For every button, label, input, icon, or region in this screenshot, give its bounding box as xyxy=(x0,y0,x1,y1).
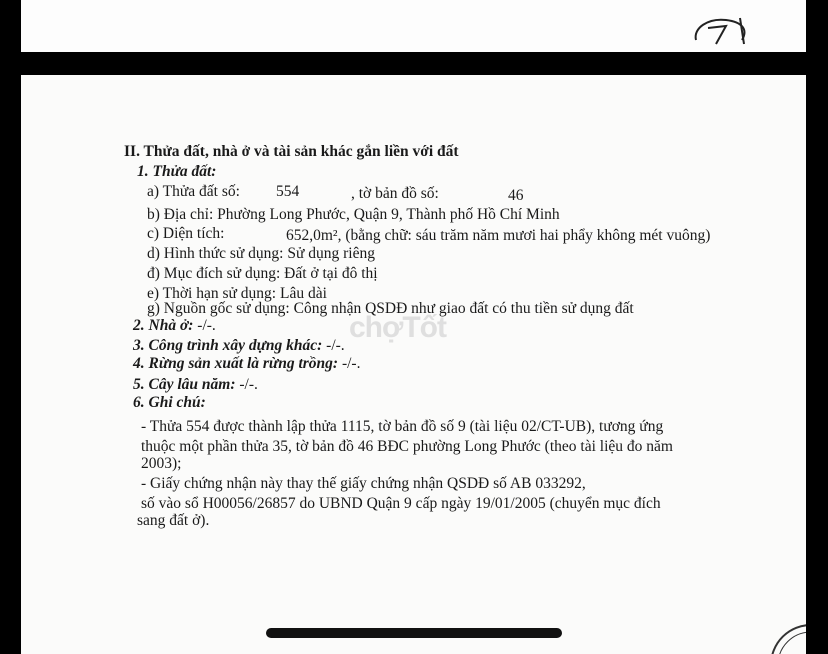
home-indicator[interactable] xyxy=(266,628,562,638)
note-line: số vào sổ H00056/26857 do UBND Quận 9 cấp ngày 19/01/2005 (chuyển mục đích xyxy=(141,495,661,512)
forest-label: 4. Rừng sản xuất là rừng trồng: xyxy=(133,355,339,372)
note-line: thuộc một phần thửa 35, tờ bản đồ 46 BĐC phường Long Phước (theo tài liệu đo năm xyxy=(141,438,673,455)
land-heading: 1. Thửa đất: xyxy=(137,163,217,180)
note-line: 2003); xyxy=(141,455,182,472)
forest-row xyxy=(133,355,360,373)
area-label: c) Diện tích: xyxy=(147,225,225,242)
address: b) Địa chỉ: Phường Long Phước, Quận 9, Thành phố Hồ Chí Minh xyxy=(147,206,560,223)
usage-term: e) Thời hạn sử dụng: Lâu dài xyxy=(147,285,327,302)
house-value: -/-. xyxy=(197,317,216,334)
certificate-page xyxy=(21,75,806,654)
note-line: - Giấy chứng nhận này thay thế giấy chứng nhận QSDĐ số AB 033292, xyxy=(141,475,586,492)
stamp-icon xyxy=(759,613,806,654)
watermark: chợTốt xyxy=(349,311,446,344)
perennial-row xyxy=(133,376,258,394)
notes-heading: 6. Ghi chú: xyxy=(133,394,206,411)
map-label: , tờ bản đồ số: xyxy=(351,185,439,202)
handwritten-mark xyxy=(688,10,758,50)
house-label: 2. Nhà ở: xyxy=(133,317,194,334)
parcel-label: a) Thửa đất số: xyxy=(147,183,240,200)
perennial-value: -/-. xyxy=(239,376,258,393)
section-title: II. Thửa đất, nhà ở và tài sản khác gắn liền với đất xyxy=(124,143,459,160)
parcel-number: 554 xyxy=(276,183,300,200)
land-origin: g) Nguồn gốc sử dụng: Công nhận QSDĐ như giao đất có thu tiền sử dụng đất xyxy=(147,300,634,317)
perennial-label: 5. Cây lâu năm: xyxy=(133,376,236,393)
construction-label: 3. Công trình xây dựng khác: xyxy=(133,337,323,354)
note-line: - Thửa 554 được thành lập thửa 1115, tờ bản đồ số 9 (tài liệu 02/CT-UB), tương ứng xyxy=(141,418,664,435)
usage-purpose: đ) Mục đích sử dụng: Đất ở tại đô thị xyxy=(147,265,378,282)
map-number: 46 xyxy=(508,187,524,204)
note-line: sang đất ở). xyxy=(137,512,210,529)
construction-row xyxy=(133,337,345,355)
area-value: 652,0m², (bằng chữ: sáu trăm năm mươi hai phẩy không mét vuông) xyxy=(286,227,711,244)
usage-form: d) Hình thức sử dụng: Sử dụng riêng xyxy=(147,245,375,262)
construction-value: -/-. xyxy=(326,337,345,354)
house-row xyxy=(133,317,216,335)
forest-value: -/-. xyxy=(341,355,361,372)
